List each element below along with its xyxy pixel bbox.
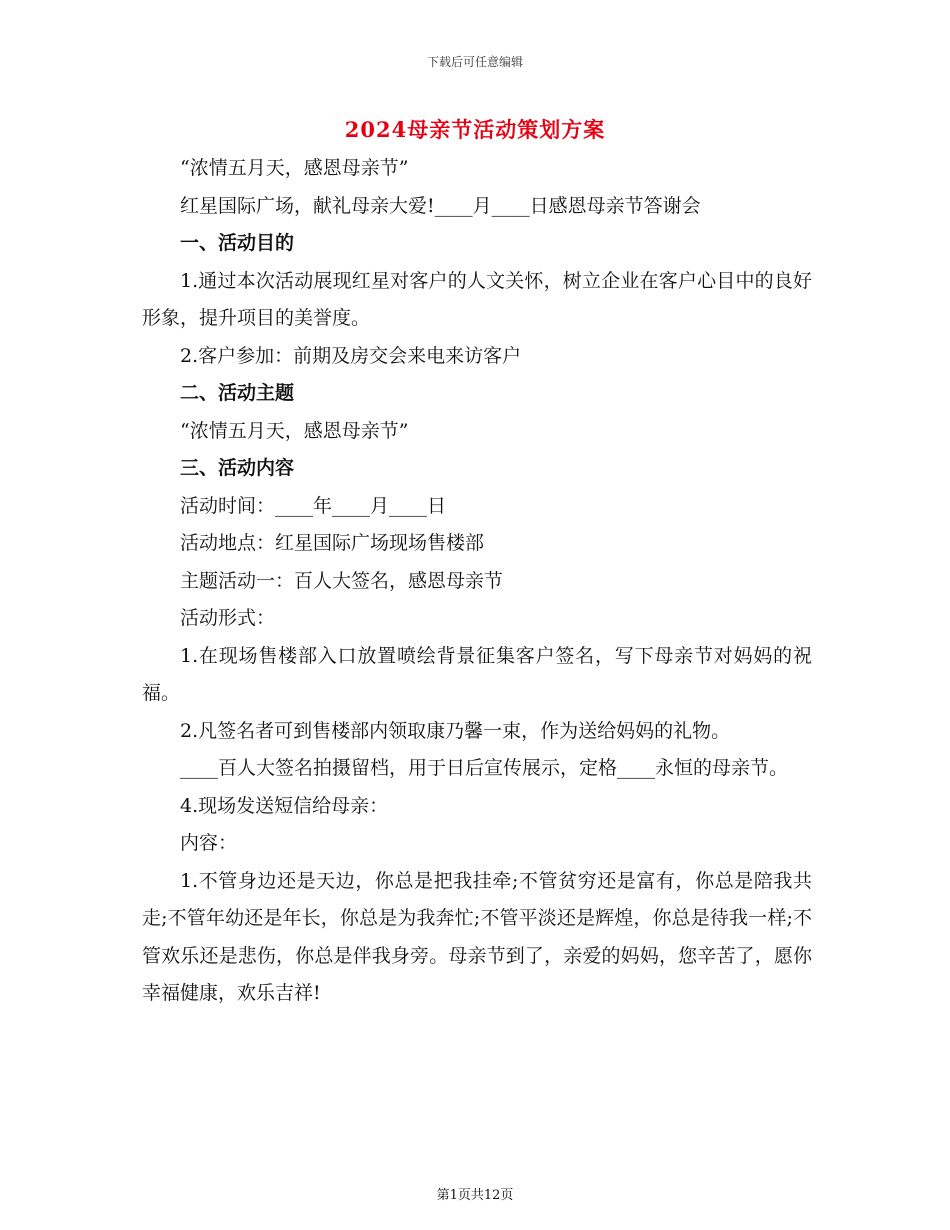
form-item-2: 2.凡签名者可到售楼部内领取康乃馨一束，作为送给妈妈的礼物。 [180,719,731,742]
form-item-1: 1.在现场售楼部入口放置喷绘背景征集客户签名，写下母亲节对妈妈的祝福。 [142,644,812,704]
theme-line: “浓情五月天，感恩母亲节” [180,419,409,442]
content-label: 内容： [180,832,238,854]
main-activity: 主题活动一：百人大签名，感恩母亲节 [180,569,504,592]
section-heading-content: 三、活动内容 [180,457,295,479]
activity-time: 活动时间：____年____月____日 [180,494,447,517]
purpose-item-2: 2.客户参加：前期及房交会来电来访客户 [180,344,522,367]
document-title: 2024母亲节活动策划方案 [344,117,606,142]
form-item-3: ____百人大签名拍摄留档，用于日后宣传展示，定格____永恒的母亲节。 [180,757,789,779]
activity-form-label: 活动形式： [180,607,276,629]
section-heading-theme: 二、活动主题 [180,382,295,404]
slogan-line: “浓情五月天，感恩母亲节” [180,157,409,179]
page-footer: 第1页共12页 [436,1188,514,1203]
intro-line: 红星国际广场，献礼母亲大爱!____月____日感恩母亲节答谢会 [180,194,701,217]
activity-location: 活动地点：红星国际广场现场售楼部 [180,532,485,554]
section-heading-purpose: 一、活动目的 [180,232,295,254]
form-item-4: 4.现场发送短信给母亲： [180,794,389,817]
sms-message-1: 1.不管身边还是天边，你总是把我挂牵;不管贫穷还是富有，你总是陪我共走;不管年幼还是年长，你总是为我奔忙;不管平淡还是辉煌，你总是待我一样;不管欢乐还是悲伤，你总是伴我身旁。母亲节到了，亲爱的妈妈，您辛苦了，愿你幸福健康，欢乐吉祥! [142,869,812,1004]
page-header: 下载后可任意编辑 [426,55,523,69]
document-body [142,150,812,1013]
purpose-item-1: 1.通过本次活动展现红星对客户的人文关怀，树立企业在客户心目中的良好形象，提升项目的美誉度。 [142,269,812,329]
